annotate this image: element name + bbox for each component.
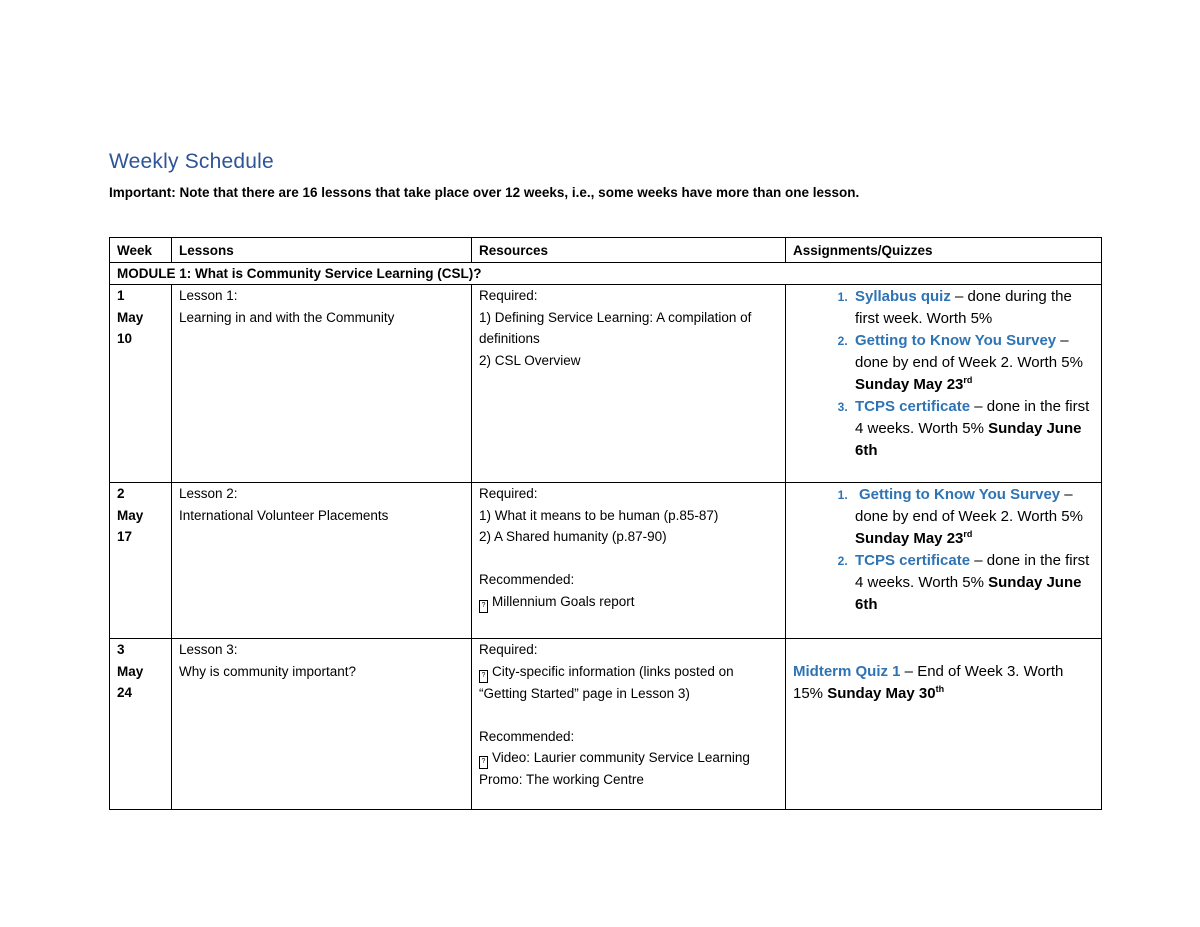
- weekly-schedule-table: [109, 237, 1102, 810]
- lesson-name: Why is community important?: [179, 663, 357, 679]
- week-number: 2: [117, 486, 125, 501]
- module-row: [110, 262, 1102, 285]
- table-row: [110, 483, 1102, 639]
- due-date-suffix: rd: [963, 375, 973, 385]
- table-row: [110, 639, 1102, 810]
- header-assignments: Assignments/Quizzes: [786, 238, 1102, 263]
- due-date: Sunday June 6th: [855, 420, 1082, 459]
- week-cell: [110, 483, 172, 639]
- important-note: Important: Note that there are 16 lessons that take place over 12 weeks, i.e., some weeks have more than one lesson.: [109, 185, 860, 200]
- midterm-quiz-link[interactable]: Midterm Quiz 1: [793, 663, 901, 680]
- survey-link[interactable]: Getting to Know You Survey: [859, 486, 1061, 503]
- lesson-name: International Volunteer Placements: [179, 507, 389, 523]
- required-label: Required:: [479, 486, 538, 501]
- assignment-list: [793, 286, 1095, 462]
- week-cell: [110, 639, 172, 810]
- missing-glyph-box-icon: ?: [479, 670, 488, 683]
- list-item: [851, 396, 1095, 462]
- resources-cell: [472, 639, 786, 810]
- lesson-name: Learning in and with the Community: [179, 309, 395, 325]
- due-date-suffix: rd: [963, 529, 973, 539]
- due-date: Sunday May 30: [827, 685, 936, 702]
- lesson-title: Lesson 2:: [179, 486, 238, 501]
- page-title: Weekly Schedule: [109, 150, 274, 173]
- required-resource-link[interactable]: City-specific information (links posted on “Getting Started” page in Lesson 3): [479, 663, 734, 701]
- required-label: Required:: [479, 288, 538, 303]
- header-week: Week: [110, 238, 172, 263]
- assignments-cell: [786, 285, 1102, 483]
- week-month: May: [117, 507, 144, 523]
- week-cell: [110, 285, 172, 483]
- due-date: Sunday June 6th: [855, 574, 1082, 613]
- week-day: 17: [117, 529, 133, 544]
- week-day: 10: [117, 331, 133, 346]
- recommended-resource-link[interactable]: Millennium Goals report: [492, 593, 635, 609]
- tcps-certificate-link[interactable]: TCPS certificate: [855, 398, 971, 415]
- assignment-text: – End of Week 3. Worth 15%: [793, 663, 1064, 702]
- list-item: [851, 484, 1095, 550]
- assignment-text: – done in the first 4 weeks. Worth 5%: [855, 398, 1090, 437]
- required-resource-link[interactable]: 2) CSL Overview: [479, 352, 581, 368]
- recommended-resource[interactable]: [479, 591, 779, 613]
- week-number: 1: [117, 288, 125, 303]
- missing-glyph-box-icon: ?: [479, 756, 488, 769]
- lesson-cell: [172, 285, 472, 483]
- syllabus-quiz-link[interactable]: Syllabus quiz: [855, 288, 951, 305]
- assignment-text: – done by end of Week 2. Worth 5%: [855, 332, 1083, 371]
- assignment-list: [793, 484, 1095, 616]
- week-month: May: [117, 309, 144, 325]
- midterm-quiz-entry: [793, 661, 1095, 705]
- assignment-text: – done in the first 4 weeks. Worth 5%: [855, 552, 1090, 591]
- resources-cell: [472, 483, 786, 639]
- required-resource-link[interactable]: 1) What it means to be human (p.85-87): [479, 507, 719, 523]
- table-row: [110, 285, 1102, 483]
- required-label: Required:: [479, 642, 538, 657]
- module-title: MODULE 1: What is Community Service Learning (CSL)?: [110, 262, 1102, 285]
- lesson-cell: [172, 639, 472, 810]
- lesson-title: Lesson 1:: [179, 288, 238, 303]
- week-month: May: [117, 663, 144, 679]
- list-item: [851, 550, 1095, 616]
- list-item: [851, 286, 1095, 330]
- assignment-text: – done during the first week. Worth 5%: [855, 288, 1072, 327]
- week-number: 3: [117, 642, 125, 657]
- missing-glyph-box-icon: ?: [479, 600, 488, 613]
- lesson-title: Lesson 3:: [179, 642, 238, 657]
- spacer: [479, 704, 779, 726]
- recommended-label: Recommended:: [479, 572, 575, 587]
- survey-link[interactable]: Getting to Know You Survey: [855, 332, 1057, 349]
- assignment-text: – done by end of Week 2. Worth 5%: [855, 486, 1083, 525]
- due-date: Sunday May 23: [855, 530, 964, 547]
- header-resources: Resources: [472, 238, 786, 263]
- spacer: [479, 548, 779, 570]
- week-day: 24: [117, 685, 133, 700]
- header-lessons: Lessons: [172, 238, 472, 263]
- tcps-certificate-link[interactable]: TCPS certificate: [855, 552, 971, 569]
- required-resource-link[interactable]: 1) Defining Service Learning: A compilation of definitions: [479, 309, 752, 346]
- recommended-resource-link[interactable]: Video: Laurier community Service Learning Promo: The working Centre: [479, 750, 750, 787]
- list-item: [851, 330, 1095, 396]
- table-header-row: [110, 238, 1102, 263]
- recommended-resource[interactable]: [479, 747, 779, 791]
- due-date-suffix: th: [935, 684, 945, 694]
- lesson-cell: [172, 483, 472, 639]
- assignments-cell: [786, 639, 1102, 810]
- recommended-label: Recommended:: [479, 728, 575, 744]
- due-date: Sunday May 23: [855, 376, 964, 393]
- resources-cell: [472, 285, 786, 483]
- required-resource[interactable]: [479, 661, 779, 705]
- assignments-cell: [786, 483, 1102, 639]
- required-resource-link[interactable]: 2) A Shared humanity (p.87-90): [479, 529, 667, 544]
